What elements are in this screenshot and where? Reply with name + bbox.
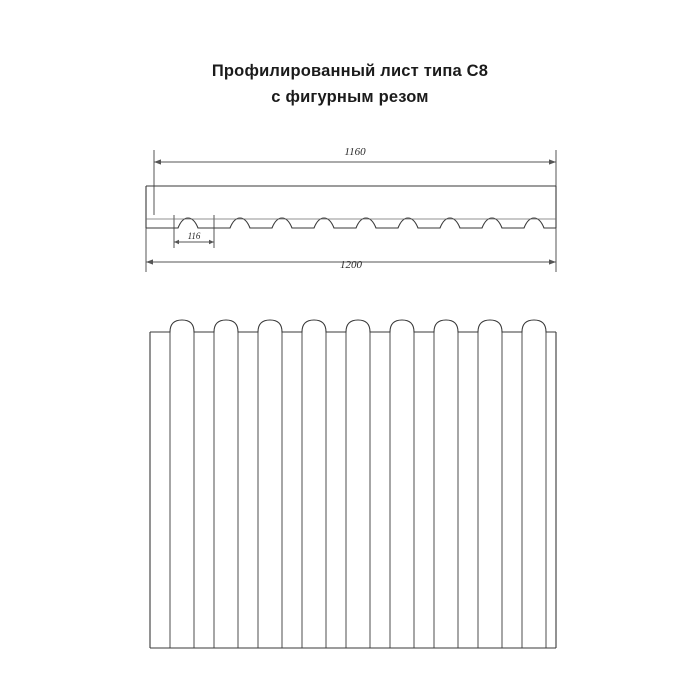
dimension-label-116: 116 [187, 231, 201, 241]
page-title-line1: Профилированный лист типа С8 [211, 62, 489, 80]
profile-cross-section [146, 186, 556, 228]
dimension-label-1200: 1200 [340, 259, 362, 271]
dimension-label-1160: 1160 [344, 146, 366, 158]
page-title-line2: с фигурным резом [271, 88, 429, 106]
dimension-1160 [154, 150, 556, 215]
sheet-front-view [150, 320, 556, 648]
